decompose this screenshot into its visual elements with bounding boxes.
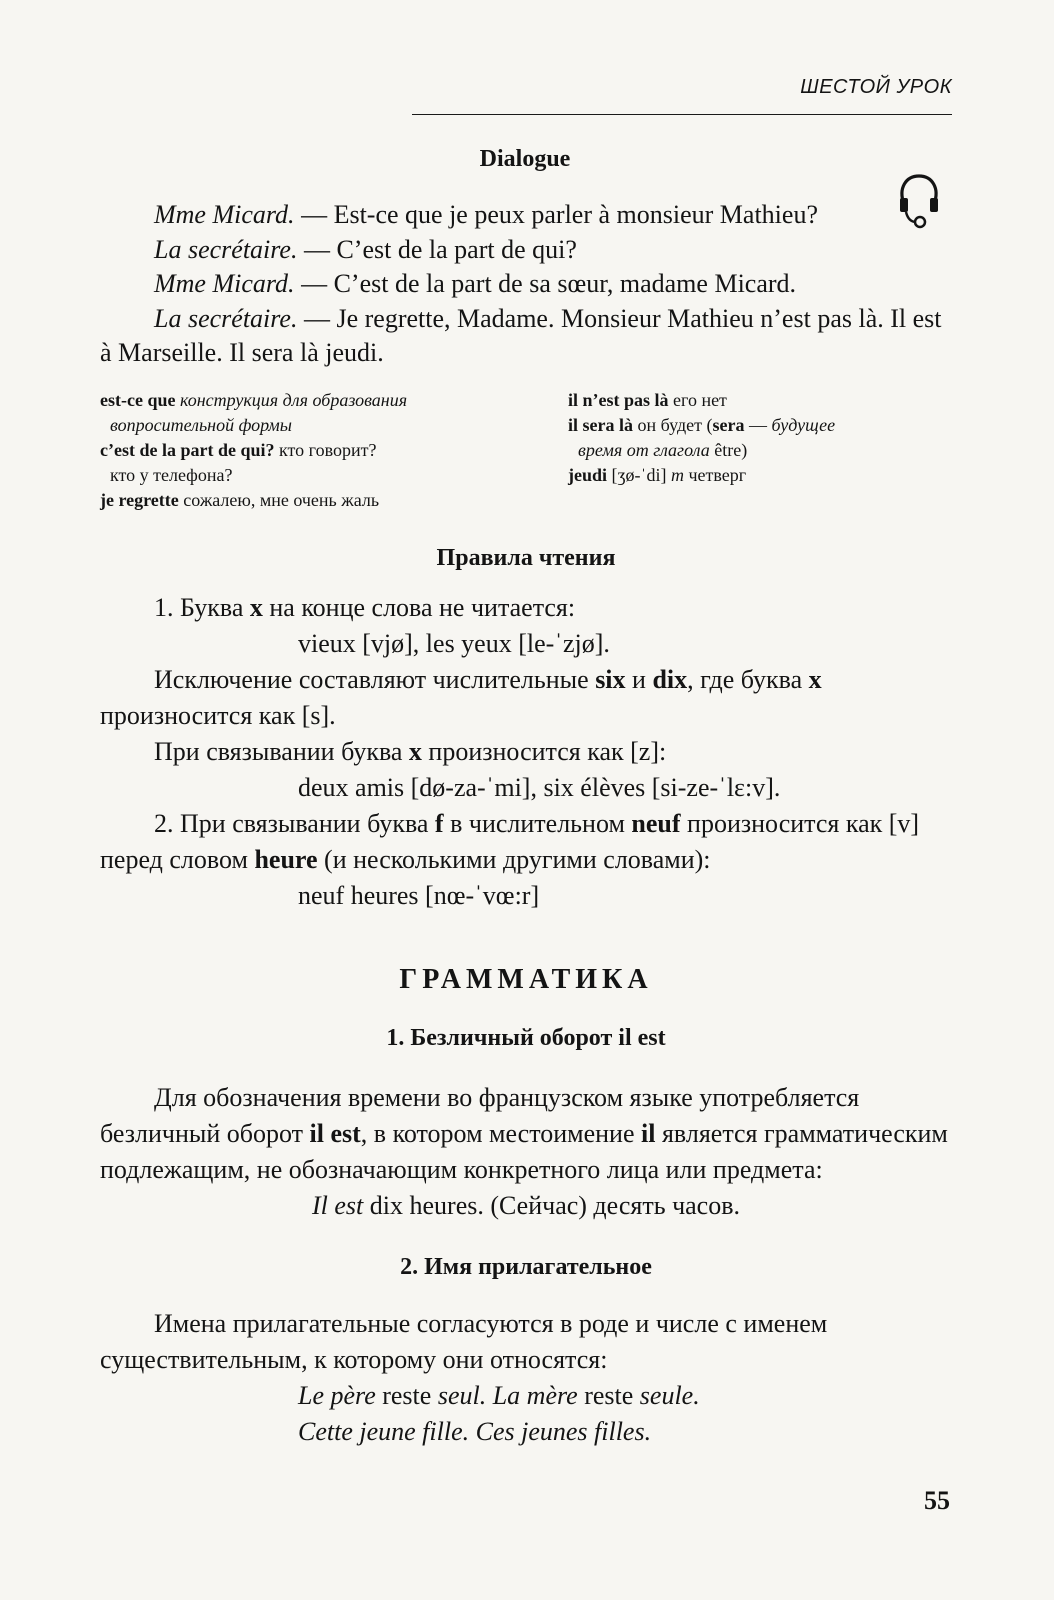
example-text: reste [577,1381,640,1410]
section-2-body [100,1306,952,1450]
dialogue-line [100,267,952,302]
vocab-term: il n’est pas là [568,390,669,410]
vocab-gloss-cont: кто у телефона? [110,465,233,485]
word-heure: heure [254,845,318,874]
term-il-est: il est [309,1119,361,1148]
running-header: ШЕСТОЙ УРОК [800,76,952,98]
grammar-title: ГРАММАТИКА [399,964,653,995]
vocab-sera: sera [712,415,745,435]
text-run: в числительном [443,809,632,838]
liaison-note [100,734,952,770]
vocab-gloss: четверг [683,465,747,485]
vocab-transcription: [ʒø-ˈdi] [607,465,671,485]
example-italic: Cette jeune fille. Ces jeunes filles. [298,1417,652,1446]
text-run: 2. При связывании буква [154,809,435,838]
rule-2 [100,806,952,878]
section-2-paragraph: Имена прилагательные согласуются в роде и числе с именем существительным, к которому они относятся: [100,1309,828,1374]
vocab-gloss: он будет ( [633,415,713,435]
vocab-gloss: сожалею, мне очень жаль [178,490,380,510]
text-run: , где буква [687,665,809,694]
section-1-paragraph [100,1080,952,1188]
rule-1 [100,590,952,626]
dialogue-line [100,302,952,371]
reading-rules-body [100,590,952,914]
section-1-title: 1. Безличный оборот il est [386,1025,666,1051]
letter-f: f [434,809,444,838]
word-dix: dix [652,665,688,694]
dialogue-line [100,233,952,268]
speaker: La secrétaire. [154,303,298,333]
text-run: является грамматическим подлежащим, не обозначающим конкретного лица или предмета: [100,1119,948,1184]
vocab-term: c’est de la part de qui? [100,440,275,460]
vocab-term: il sera là [568,415,633,435]
text-run: (и несколькими другими словами): [317,845,711,874]
section-2-example-1 [100,1378,952,1414]
speaker: Mme Micard. [154,269,295,298]
example-1: vieux [vjø], les yeux [le-ˈzjø]. [298,629,610,658]
dialogue-line [100,198,952,233]
text-run: При связывании буква [154,737,409,766]
example-3: neuf heures [nœ-ˈvœ:r] [298,881,540,910]
vocab-gloss: кто говорит? [274,440,377,460]
example-italic: Il est [312,1191,364,1220]
text-run: , в котором местоимение [360,1119,641,1148]
section-2-title: 2. Имя прилагательное [400,1254,652,1280]
word-neuf: neuf [631,809,681,838]
line-text: — C’est de la part de sa sœur, madame Micard. [294,269,797,298]
vocab-gloss-italic: будущее [771,415,836,435]
vocab-gloss-cont: вопросительной формы [110,415,292,435]
page-number: 55 [924,1486,950,1515]
vocab-item [568,388,958,413]
letter-x: x [808,665,822,694]
text-run: произносится как [v] перед словом [100,809,920,874]
vocab-right-column [568,388,958,488]
header-rule [412,114,952,115]
dialogue-title: Dialogue [479,146,571,172]
example-italic: Le père [298,1381,376,1410]
line-text: — Je regrette, Madame. Monsieur Mathieu n’est pas là. Il est à Marseille. Il sera là jeudi. [100,303,942,367]
vocab-item [100,488,540,513]
dialogue-body [100,198,952,371]
vocab-item [568,463,958,488]
vocab-etre: être) [709,440,748,460]
example-text: dix heures. (Сейчас) десять часов. [363,1191,740,1220]
vocab-term: je regrette [100,490,179,510]
text-run: на конце слова не читается: [262,593,576,622]
text-run: Исключение составляют числительные [154,665,596,694]
word-six: six [595,665,626,694]
example-italic: seul. La mère [437,1381,578,1410]
line-text: — Est-ce que je peux parler à monsieur Mathieu? [294,200,818,229]
section-1-example [100,1188,952,1224]
text-run: и [625,665,653,694]
vocab-left-column [100,388,540,513]
text-run: произносится как [z]: [421,737,667,766]
text-run: 1. Буква [154,593,250,622]
line-text: — C’est de la part de qui? [297,234,577,264]
example-italic: seule. [639,1381,700,1410]
vocab-gloss: его нет [668,390,727,410]
vocab-item [100,438,540,488]
text-run: Для обозначения времени во французском языке употребляется безличный оборот [100,1083,860,1148]
letter-x: x [249,593,263,622]
vocab-gender: m [670,465,684,485]
letter-x: x [408,737,422,766]
exception-note [100,662,952,734]
vocab-term: est-ce que [100,390,176,410]
speaker: La secrétaire. [154,234,298,264]
text-run: произносится как [s]. [100,701,336,730]
example-2: deux amis [dø-za-ˈmi], six élèves [si-ze-ˈlɛ:v]. [298,773,781,802]
reading-rules-title: Правила чтения [436,545,616,571]
vocab-dash: — [744,415,772,435]
speaker: Mme Micard. [154,200,295,229]
vocab-gloss: конструкция для образования [175,390,408,410]
example-text: reste [375,1381,438,1410]
section-2-example-2 [100,1414,952,1450]
vocab-term: jeudi [568,465,608,485]
term-il: il [641,1119,656,1148]
vocab-gloss-cont: время от глагола [578,440,710,460]
vocab-item [568,413,958,463]
section-1-body [100,1080,952,1224]
vocab-item [100,388,540,438]
